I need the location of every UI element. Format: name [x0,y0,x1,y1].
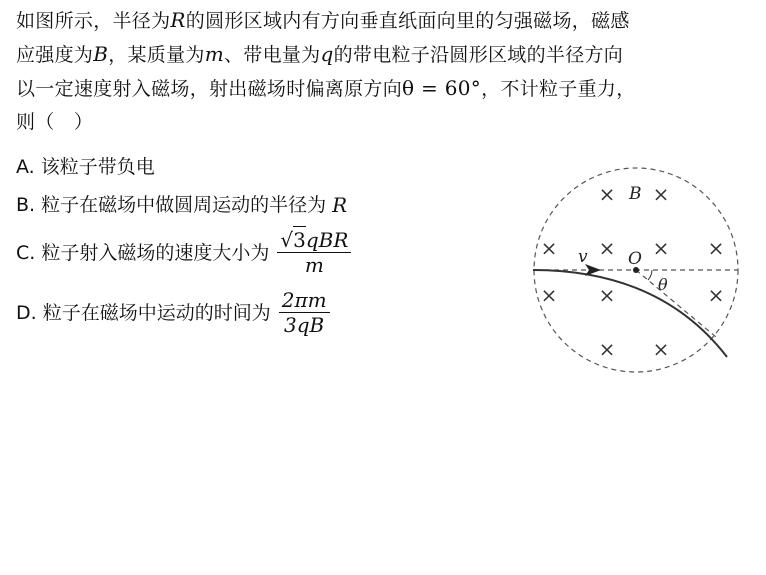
option-b[interactable]: B. 粒子在磁场中做圆周运动的半径为 R [16,193,348,217]
angle-equation: θ = 60° [402,76,482,100]
time-fraction: $\frac{2\pi m}{3qB}$ [279,288,330,337]
angle-arc [648,270,652,280]
cross-icon: × [652,337,670,361]
cross-icon: × [540,283,558,307]
cross-icon: × [598,182,616,206]
stem-line-2: 应强度为B，某质量为m、带电量为q的带电粒子沿圆形区域的半径方向 [16,42,624,66]
magnetic-field-diagram [520,150,766,390]
radius-symbol: R [170,8,186,32]
field-symbol: B [93,42,109,66]
exit-direction-dashed [636,270,716,337]
sqrt-sign: √ [280,228,294,252]
center-label: O [628,249,642,269]
question-stem [16,4,756,139]
cross-icon: × [652,236,670,260]
cross-icon: × [707,283,725,307]
velocity-label: v [578,247,588,267]
cross-icon: × [598,337,616,361]
option-a[interactable]: A. 该粒子带负电 [16,156,155,178]
cross-icon: × [707,236,725,260]
angle-label: θ [658,275,668,294]
cross-icon: × [652,182,670,206]
cross-icon: × [598,236,616,260]
cross-icon: × [598,283,616,307]
field-label: B [629,184,642,204]
particle-trajectory [533,270,727,357]
charge-symbol: q [320,42,334,66]
mass-symbol: m [204,42,224,66]
velocity-fraction: $\frac{\text{√3qBR}}{m}$ [277,228,351,277]
stem-line-3: 以一定速度射入磁场，射出磁场时偏离原方向θ = 60°，不计粒子重力， [16,76,636,100]
option-c[interactable]: C. 粒子射入磁场的速度大小为 $\frac{\text{√3qBR}}{m}$ [16,228,351,277]
option-d[interactable]: D. 粒子在磁场中运动的时间为 $\frac{2\pi m}{3qB}$ [16,288,330,337]
cross-icon: × [540,236,558,260]
stem-line-4: 则（ ） [16,111,94,133]
stem-line-1: 如图所示，半径为R的圆形区域内有方向垂直纸面向里的匀强磁场，磁感 [16,8,630,32]
